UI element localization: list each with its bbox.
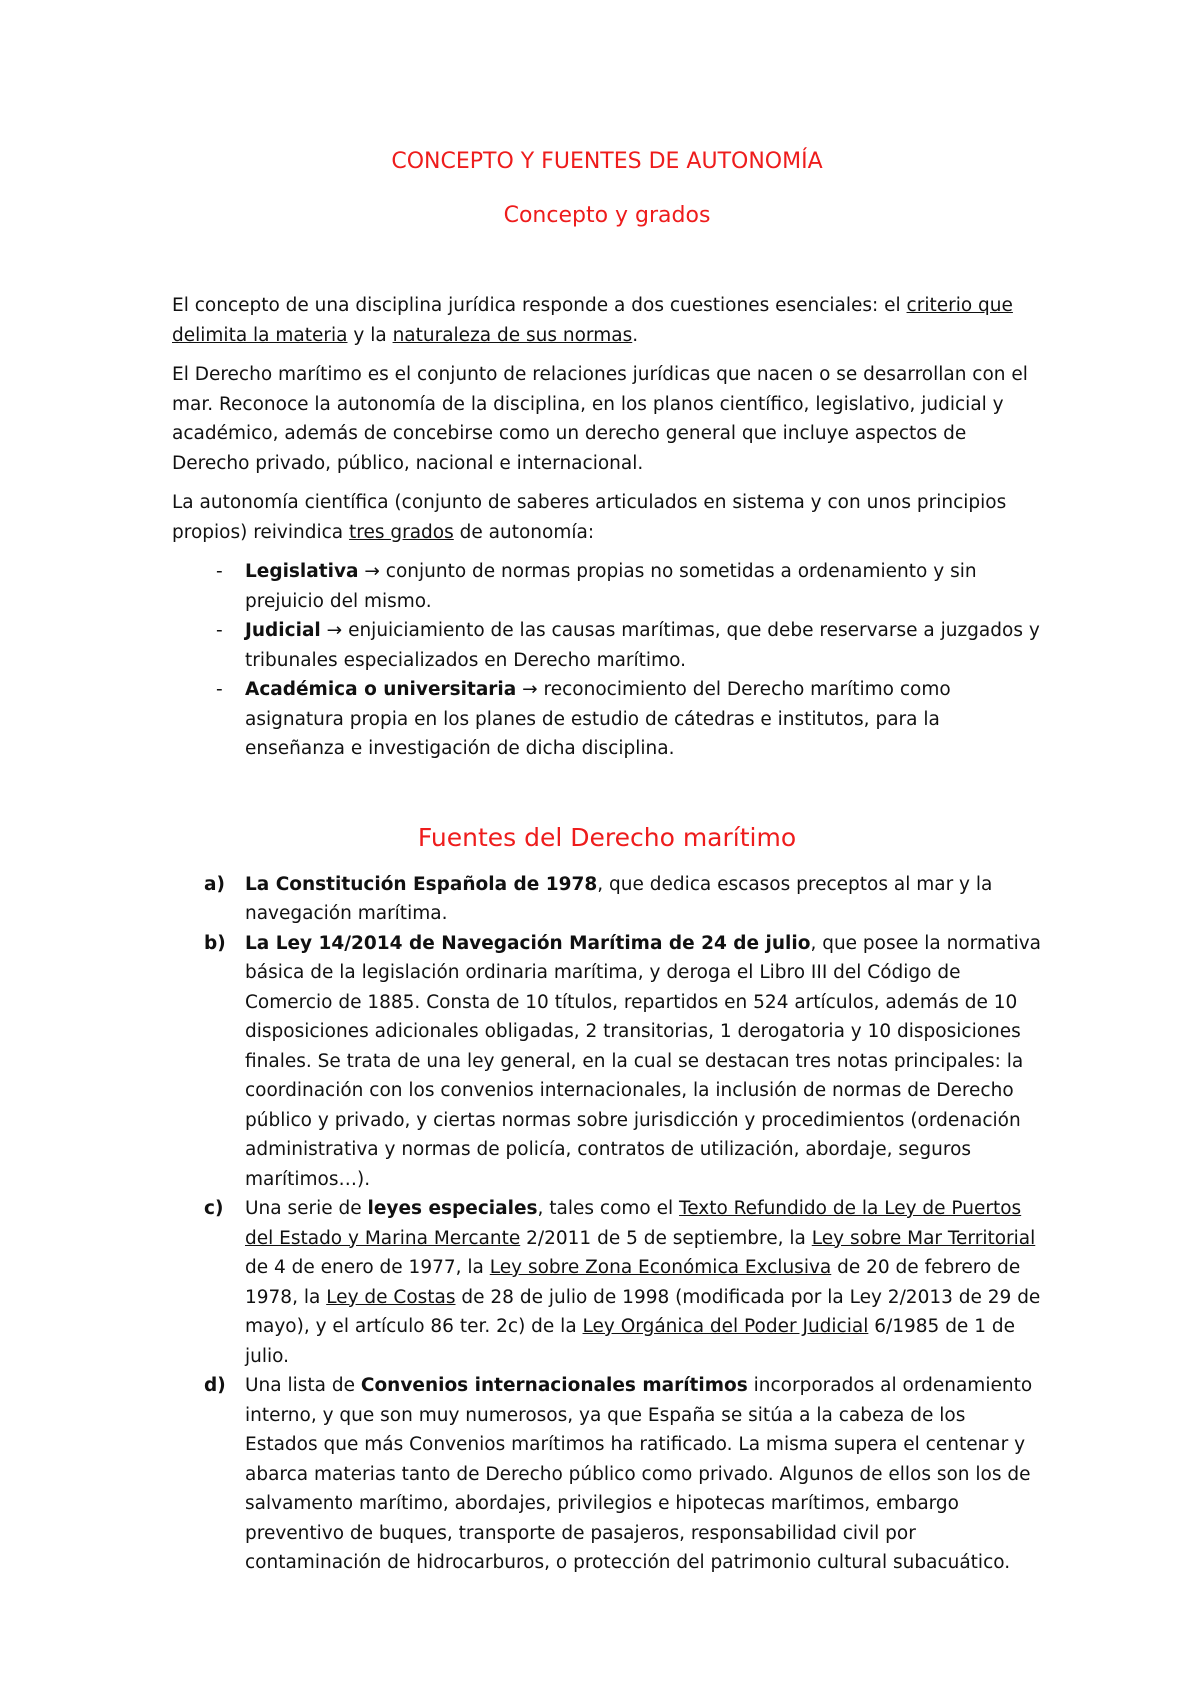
arrow-icon: → <box>522 679 538 700</box>
underlined-poder-judicial: Ley Orgánica del Poder Judicial <box>582 1316 869 1337</box>
section-heading-concepto: Concepto y grados <box>503 203 711 228</box>
list-item-convenios: d) Una lista de Convenios internacionales marítimos incorporados al ordenamiento interno, y que son muy numerosos, ya que España se sitúa a la cabeza de los Estados que más Convenios marítimos ha ratificado. La misma supera el centenar y abarca materias tanto de Derecho público como privado. Algunos de ellos son los de salvamento marítimo, abordajes, privilegios e hipotecas marítimos, embargo preventivo de buques, transporte de pasajeros, responsabilidad civil por contaminación de hidrocarburos, o protección del patrimonio cultural subacuático. <box>172 1371 1042 1578</box>
underlined-ley-costas: Ley de Costas <box>326 1286 456 1308</box>
grades-list <box>172 557 1042 764</box>
underlined-criterio: criterio que delimita la materia <box>172 295 1013 346</box>
list-item-legislativa: - Legislativa → conjunto de normas propias no sometidas a ordenamiento y sin prejuicio del mismo. <box>172 557 1042 616</box>
underlined-naturaleza: naturaleza de sus normas <box>392 324 633 346</box>
paragraph-concepto: El concepto de una disciplina jurídica responde a dos cuestiones esenciales: el criterio que delimita la materia y la naturaleza de sus normas. <box>172 295 1013 346</box>
underlined-mar-territorial: Ley sobre Mar Territorial <box>811 1227 1036 1249</box>
list-marker: b) <box>204 932 226 954</box>
underlined-texto-refundido: Texto Refundido de la Ley de Puertos del Estado y Marina Mercante <box>245 1198 1022 1249</box>
list-marker: c) <box>204 1198 224 1219</box>
underlined-zona-economica: Ley sobre Zona Económica Exclusiva <box>489 1257 832 1278</box>
dash-marker: - <box>216 679 223 700</box>
section-heading-fuentes: Fuentes del Derecho marítimo <box>417 822 797 852</box>
list-item-constitucion: a) La Constitución Española de 1978, que dedica escasos preceptos al mar y la navegación marítima. <box>172 870 1042 929</box>
arrow-icon: → <box>364 561 380 582</box>
paragraph-derecho-maritimo: El Derecho marítimo es el conjunto de relaciones jurídicas que nacen o se desarrollan con el mar. Reconoce la autonomía de la disciplina, en los planos científico, legislativo, judicial y académico, además de concebirse como un derecho general que incluye aspectos de Derecho privado, público, nacional e internacional. <box>172 364 1028 474</box>
list-item-ley-navegacion: b) La Ley 14/2014 de Navegación Marítima de 24 de julio, que posee la normativa básica de la legislación ordinaria marítima, y deroga el Libro III del Código de Comercio de 1885. Consta de 10 títulos, repartidos en 524 artículos, además de 10 disposiciones adicionales obligadas, 2 transitorias, 1 derogatoria y 10 disposiciones finales. Se trata de una ley general, en la cual se destacan tres notas principales: la coordinación con los convenios internacionales, la inclusión de normas de Derecho público y privado, y ciertas normas sobre jurisdicción y procedimientos (ordenación administrativa y normas de policía, contratos de utilización, abordaje, seguros marítimos…). <box>172 929 1042 1195</box>
list-item-academica: - Académica o universitaria → reconocimiento del Derecho marítimo como asignatura propia en los planes de estudio de cátedras e institutos, para la enseñanza e investigación de dicha disciplina. <box>172 675 1042 764</box>
arrow-icon: → <box>326 620 343 641</box>
underlined-tres-grados: tres grados <box>349 521 454 543</box>
document-title: CONCEPTO Y FUENTES DE AUTONOMÍA <box>391 149 823 174</box>
dash-marker: - <box>216 561 223 582</box>
document-page <box>172 148 1042 1578</box>
list-item-leyes-especiales: c) Una serie de leyes especiales, tales como el Texto Refundido de la Ley de Puertos del Estado y Marina Mercante 2/2011 de 5 de septiembre, la Ley sobre Mar Territorial de 4 de enero de 1977, la Ley sobre Zona Económica Exclusiva de 20 de febrero de 1978, la Ley de Costas de 28 de julio de 1998 (modificada por la Ley 2/2013 de 29 de mayo), y el artículo 86 ter. 2c) de la Ley Orgánica del Poder Judicial 6/1985 de 1 de julio. <box>172 1194 1042 1371</box>
sources-list <box>172 870 1042 1578</box>
paragraph-autonomia-cientifica: La autonomía científica (conjunto de saberes articulados en sistema y con unos principios propios) reivindica tres grados de autonomía: <box>172 492 1007 543</box>
dash-marker: - <box>216 620 223 641</box>
list-marker: d) <box>204 1375 226 1396</box>
list-item-judicial: - Judicial → enjuiciamiento de las causas marítimas, que debe reservarse a juzgados y tribunales especializados en Derecho marítimo. <box>172 616 1042 675</box>
list-marker: a) <box>204 873 225 895</box>
